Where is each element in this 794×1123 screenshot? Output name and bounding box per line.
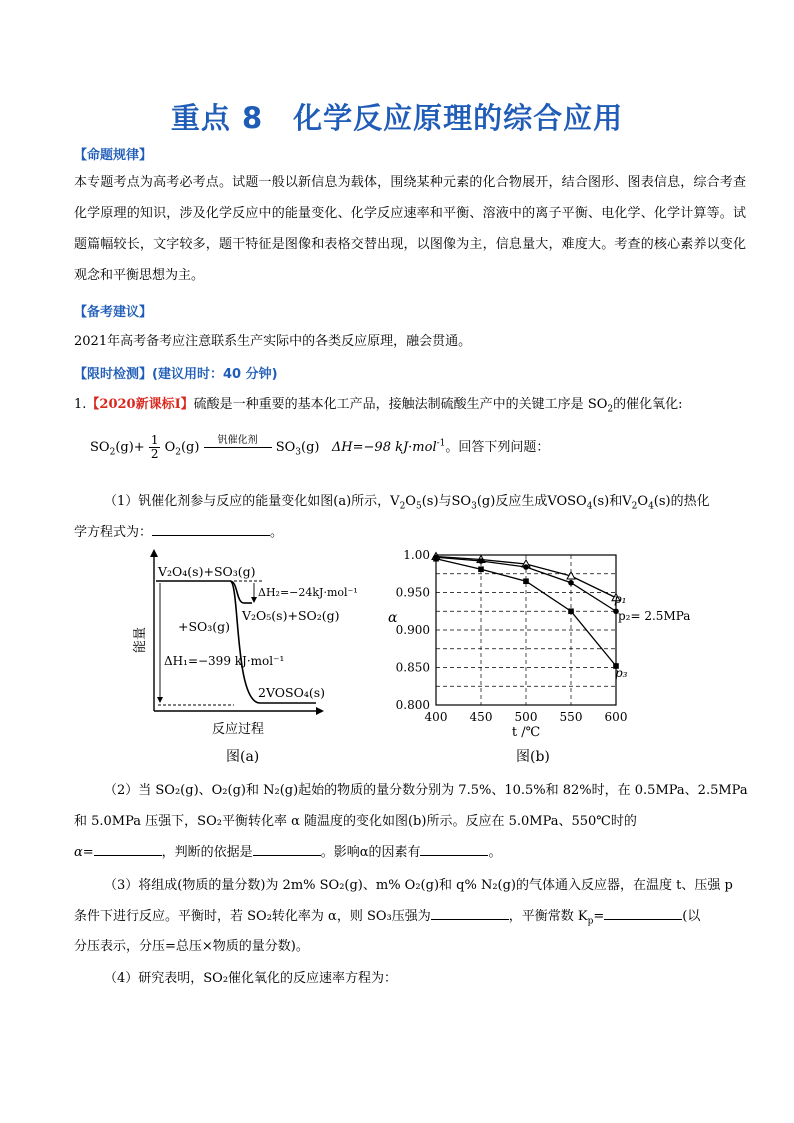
part-4-text: （4）研究表明，SO₂催化氧化的反应速率方程为：: [104, 971, 398, 986]
figure-b-chart: [370, 540, 730, 740]
title-main: 化学反应原理的综合应用: [293, 101, 624, 135]
delta-h: ΔH=−98 kJ·mol: [331, 440, 437, 455]
figure-b-caption: 图(b): [516, 749, 550, 765]
p3-label: p₃: [615, 666, 628, 680]
figure-a-caption: 图(a): [226, 749, 260, 765]
test-header: 【限时检测】(建议用时：40 分钟): [74, 367, 278, 382]
part-1-text: （1）钒催化剂参与反应的能量变化如图(a)所示，$V_2O_5(s)$与$SO_3(g)$反应生成$VOSO_4(s)$和$V_2O_4(s)$的热化: [104, 494, 710, 512]
question-1-intro: 1.【2020新课标Ⅰ】硫酸是一种重要的基本化工产品，接触法制硫酸生产中的关键工序是 $SO_2$的催化氧化:: [74, 397, 683, 415]
point-p3: [568, 608, 574, 614]
title-prefix: 重点 8: [170, 101, 264, 135]
advice-text: 2021年高考备考应注意联系生产实际中的各类反应原理，融会贯通。: [74, 334, 472, 349]
point-p3: [433, 556, 439, 562]
figure-a: [130, 545, 358, 745]
part-2-line2: 和 5.0MPa 压强下，SO₂平衡转化率 α 随温度的变化如图(b)所示。反应在 5.0MPa、550℃时的: [74, 814, 637, 829]
y-axis-label: α: [388, 610, 398, 626]
source-tag: 【2020新课标Ⅰ】: [86, 397, 194, 412]
part-2-line3: α= ，判断的依据是 。影响α的因素有 。: [74, 845, 502, 860]
p1-label: p₁: [614, 592, 627, 606]
label-so3: +SO₃(g): [178, 619, 231, 634]
y-tick-label: 0.900: [395, 623, 430, 637]
x-tick-label: 600: [604, 710, 628, 724]
y-tick-label: 0.950: [395, 585, 430, 600]
p2-label: p₂= 2.5MPa: [618, 609, 691, 623]
reaction-equation: $SO_2(g)+$ $\frac{1}{2}$ $O_2(g)$ 钒催化剂 $SO_3(g)$ ΔH=−98 kJ·mol$^{-1}$。回答下列问题：: [90, 433, 550, 461]
part-3-line2: 条件下进行反应。平衡时，若 SO₂转化率为 α，则 SO₃压强为 ，平衡常数 $K_p=$ (以: [74, 909, 701, 927]
y-tick-label: 0.800: [395, 698, 430, 712]
rules-header: 【命题规律】: [74, 148, 153, 163]
part-1-line2: 学方程式为： 。: [74, 525, 284, 540]
y-tick-label: 0.850: [395, 660, 430, 675]
x-axis-label: t /℃: [511, 725, 541, 740]
part-2-line1: （2）当 SO₂(g)、O₂(g)和 N₂(g)起始的物质的量分数分别为 7.5%、10.5%和 82%时，在 0.5MPa、2.5MPa: [104, 783, 748, 798]
y-tick-label: 1.00: [403, 548, 430, 562]
test-note: (建议用时：40 分钟): [152, 367, 278, 382]
x-tick-label: 400: [424, 710, 448, 724]
catalyst-arrow: 钒催化剂: [204, 435, 272, 448]
advice-header: 【备考建议】: [74, 305, 153, 320]
answer-blank-factors[interactable]: [420, 843, 488, 856]
x-tick-label: 550: [559, 710, 583, 724]
y-axis-label: 能量: [133, 626, 148, 654]
x-axis-label: 反应过程: [211, 722, 265, 737]
point-p2: [568, 580, 574, 586]
label-vooso4: 2VOSO₄(s): [258, 685, 325, 700]
part-3-line1: （3）将组成(物质的量分数)为 2m% SO₂(g)、m% O₂(g)和 q% N₂(g)的气体通入反应器，在温度 t、压强 p: [104, 878, 733, 893]
answer-blank-kp[interactable]: [604, 907, 682, 920]
answer-blank-1[interactable]: [152, 523, 270, 536]
answer-blank-alpha[interactable]: [94, 843, 162, 856]
label-dh2: ΔH₂=−24kJ·mol⁻¹: [258, 586, 358, 599]
answer-blank-so3-pressure[interactable]: [431, 907, 509, 920]
x-tick-label: 450: [469, 710, 493, 724]
page-title: [0, 96, 794, 137]
answer-blank-basis[interactable]: [253, 843, 321, 856]
part-3-line3: 分压表示，分压=总压×物质的量分数)。: [74, 939, 309, 954]
rules-text: 本专题考点为高考必考点。试题一般以新信息为载体，围绕某种元素的化合物展开，结合图形、图表信息，综合考查化学原理的知识，涉及化学反应中的能量变化、化学反应速率和平衡、溶液中的离子平衡、电化学、化学计算等。试题篇幅较长，文字较多，题干特征是图像和表格交替出现，以图像为主，信息量大，难度大。考查的核心素养以变化观念和平衡思想为主。: [74, 175, 746, 283]
label-v2o4: V₂O₄(s)+SO₃(g): [158, 564, 256, 579]
point-p3: [523, 578, 529, 584]
point-p2: [523, 564, 529, 570]
point-p2: [478, 558, 484, 564]
label-v2o5: V₂O₅(s)+SO₂(g): [242, 608, 340, 623]
point-p3: [478, 566, 484, 572]
x-tick-label: 500: [514, 710, 538, 724]
label-dh1: ΔH₁=−399 kJ·mol⁻¹: [164, 654, 285, 668]
